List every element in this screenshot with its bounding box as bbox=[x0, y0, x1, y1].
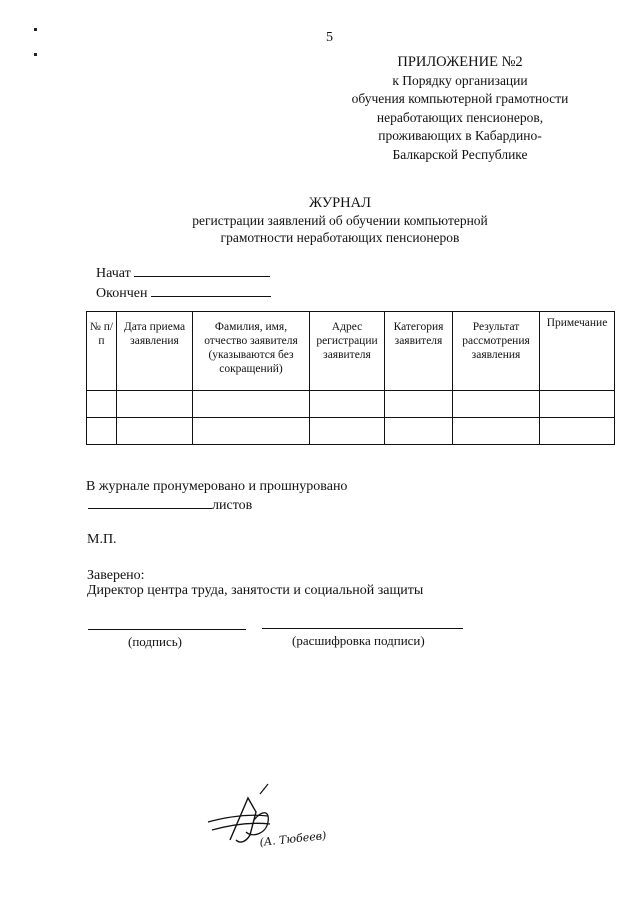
table-row bbox=[87, 391, 615, 418]
certified-label: Заверено: bbox=[87, 568, 145, 583]
col-header-address: Адрес регистрации заявителя bbox=[310, 312, 385, 391]
table-cell bbox=[193, 391, 310, 418]
decode-caption: (расшифровка подписи) bbox=[292, 633, 425, 648]
table-cell bbox=[87, 418, 117, 445]
started-label: Начат bbox=[96, 266, 131, 281]
table-cell bbox=[540, 418, 615, 445]
appendix-line: проживающих в Кабардино- bbox=[378, 128, 542, 143]
col-header-number: № п/п bbox=[87, 312, 117, 391]
started-blank bbox=[134, 264, 270, 277]
table-cell bbox=[310, 391, 385, 418]
handwritten-signature bbox=[190, 780, 340, 860]
started-field bbox=[96, 264, 270, 283]
table-cell bbox=[540, 391, 615, 418]
table-cell bbox=[453, 418, 540, 445]
journal-title: ЖУРНАЛ bbox=[309, 195, 371, 211]
sheets-blank bbox=[88, 496, 212, 509]
col-header-note: Примечание bbox=[540, 312, 615, 391]
registration-table bbox=[86, 311, 615, 445]
scan-speck bbox=[34, 28, 37, 31]
ended-label: Окончен bbox=[96, 286, 148, 301]
col-header-date: Дата приема заявления bbox=[117, 312, 193, 391]
appendix-block bbox=[300, 53, 620, 164]
handwritten-name: (А. Тюбеев) bbox=[258, 829, 328, 849]
table-header-row bbox=[87, 312, 615, 391]
col-header-result: Результат рассмотрения заявления bbox=[453, 312, 540, 391]
appendix-line: к Порядку организации bbox=[392, 72, 528, 88]
decode-line bbox=[262, 628, 463, 629]
signature-caption: (подпись) bbox=[128, 634, 182, 649]
appendix-line: обучения компьютерной грамотности bbox=[351, 91, 569, 106]
scan-speck bbox=[34, 53, 37, 56]
numbered-statement: В журнале пронумеровано и прошнуровано bbox=[86, 479, 348, 494]
table-cell bbox=[117, 391, 193, 418]
table-cell bbox=[453, 391, 540, 418]
table-cell bbox=[310, 418, 385, 445]
table-cell bbox=[87, 391, 117, 418]
journal-subtitle-line: грамотности неработающих пенсионеров bbox=[220, 230, 460, 245]
ended-blank bbox=[151, 284, 271, 297]
page-number: 5 bbox=[326, 30, 333, 45]
col-header-name: Фамилия, имя, отчество заявителя (указываются без сокращений) bbox=[193, 312, 310, 391]
journal-subtitle bbox=[140, 212, 540, 246]
col-header-category: Категория заявителя bbox=[385, 312, 453, 391]
sheets-label: листов bbox=[212, 498, 253, 513]
stamp-place: М.П. bbox=[87, 532, 117, 547]
sheets-field bbox=[88, 496, 252, 515]
director-position: Директор центра труда, занятости и социальной защиты bbox=[87, 583, 424, 598]
ended-field bbox=[96, 284, 271, 303]
table-cell bbox=[193, 418, 310, 445]
appendix-line: неработающих пенсионеров, bbox=[376, 109, 544, 125]
journal-subtitle-line: регистрации заявлений об обучении компьютерной bbox=[192, 213, 488, 228]
appendix-line: Балкарской Республике bbox=[392, 146, 528, 162]
table-cell bbox=[385, 391, 453, 418]
appendix-heading: ПРИЛОЖЕНИЕ №2 bbox=[397, 54, 523, 70]
signature-line bbox=[88, 629, 246, 630]
table-row bbox=[87, 418, 615, 445]
table-cell bbox=[117, 418, 193, 445]
table-cell bbox=[385, 418, 453, 445]
